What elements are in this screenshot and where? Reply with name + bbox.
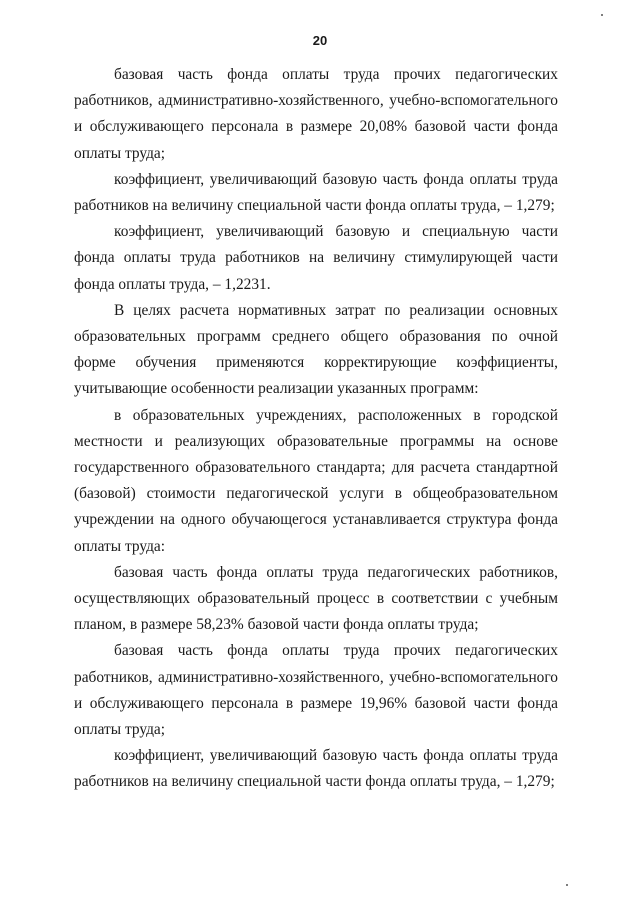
paragraph-4: В целях расчета нормативных затрат по реализации основных образовательных программ среднего общего образования по очной форме обучения применяются корректирующие коэффициенты, учитывающие особенности реализации указанных программ: [74, 301, 558, 398]
scan-speck [566, 884, 568, 886]
scan-speck [601, 14, 603, 16]
paragraph-6: базовая часть фонда оплаты труда педагогических работников, осуществляющих образовательный процесс в соответствии с учебным планом, в размере 58,23% базовой части фонда оплаты труда; [74, 563, 558, 634]
paragraph-2: коэффициент, увеличивающий базовую часть фонда оплаты труда работников на величину специальной части фонда оплаты труда, – 1,279; [74, 170, 558, 215]
document-body [74, 62, 558, 796]
paragraph-8: коэффициент, увеличивающий базовую часть фонда оплаты труда работников на величину специальной части фонда оплаты труда, – 1,279; [74, 747, 558, 791]
paragraph-1: базовая часть фонда оплаты труда прочих педагогических работников, административно-хозяйственного, учебно-вспомогательного и обслуживающего персонала в размере 20,08% базовой части фонда оплаты труда; [74, 66, 558, 162]
paragraph-3: коэффициент, увеличивающий базовую и специальную части фонда оплаты труда работников на величину стимулирующей части фонда оплаты труда, – 1,2231. [74, 223, 558, 293]
page-number: 20 [312, 33, 328, 48]
paragraph-7: базовая часть фонда оплаты труда прочих педагогических работников, административно-хозяйственного, учебно-вспомогательного и обслуживающего персонала в размере 19,96% базовой части фонда оплаты труда; [74, 642, 558, 739]
paragraph-5: в образовательных учреждениях, расположенных в городской местности и реализующих образовательные программы на основе государственного образовательного стандарта; для расчета стандартной (базовой) стоимости педагогической услуги в общеобразовательном учреждении на одного обучающегося устанавливается структура фонда оплаты труда: [74, 406, 558, 555]
